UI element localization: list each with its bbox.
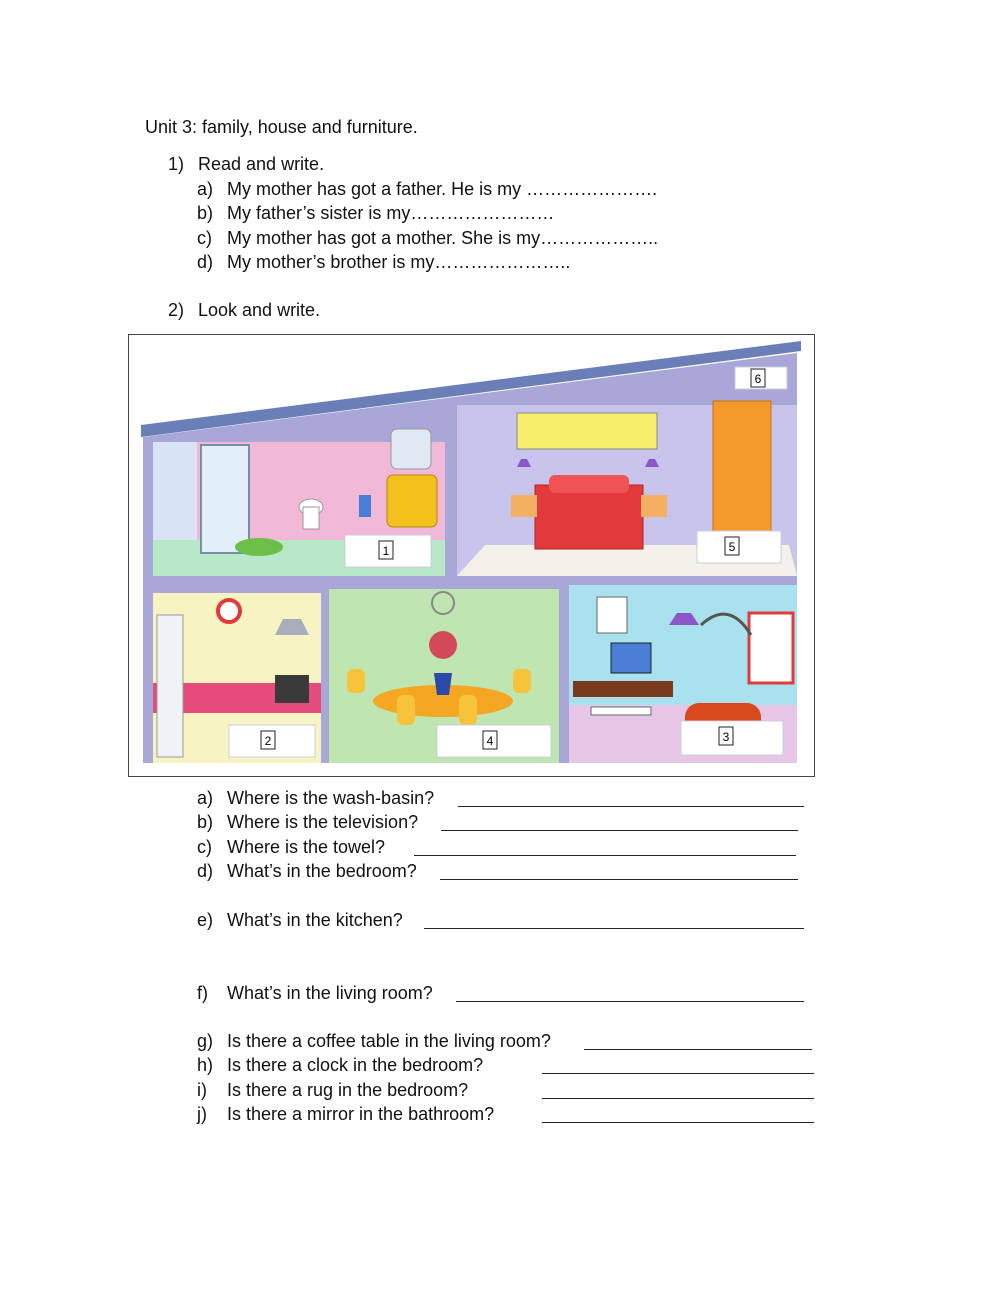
answer-b-field[interactable] [441,812,798,831]
shower-cabin-icon [201,445,249,553]
label-box-5 [697,531,781,563]
question-marker: h) [197,1055,214,1075]
bed-icon [535,485,643,549]
question-marker: d) [197,861,214,881]
wash-basin-cabinet-icon [387,475,437,527]
item-text: My mother has got a father. He is my …………………. [227,179,658,199]
coffee-table-icon [591,707,651,715]
label-box-3 [681,721,783,755]
clock-icon [218,600,240,622]
question-j [197,1104,494,1125]
question-marker: f) [197,983,208,1003]
section-1-heading [168,154,324,175]
answer-c-field[interactable] [414,837,796,856]
bath-mat-icon [235,538,283,556]
mirror-icon [391,429,431,469]
item-text: My mother has got a mother. She is my……………….. [227,228,659,248]
chair-icon [459,695,477,725]
label-2-text: 2 [264,734,272,748]
question-c [197,837,385,858]
section-1-heading-text: Read and write. [198,154,325,174]
oven-icon [275,675,309,703]
wardrobe-icon [713,401,771,533]
question-text: Is there a rug in the bedroom? [227,1080,469,1100]
bed-pillows [549,475,629,493]
question-text: What’s in the bedroom? [227,861,417,881]
answer-j-field[interactable] [542,1104,814,1123]
section-1-item-d [197,252,570,273]
house-picture [128,334,815,777]
towel-icon [359,495,371,517]
flowers-icon [429,631,457,659]
section-1-number: 1) [168,154,185,174]
label-6-text: 6 [754,372,762,386]
television-icon [611,643,651,673]
label-3-text: 3 [722,730,730,744]
label-box-1 [345,535,431,567]
section-1-item-b [197,203,554,224]
question-e [197,910,403,931]
worksheet-title: Unit 3: family, house and furniture. [145,117,418,137]
question-a [197,788,434,809]
section-1-item-c [197,228,658,249]
toilet-base [303,507,319,529]
question-i [197,1080,468,1101]
question-marker: e) [197,910,214,930]
question-marker: g) [197,1031,214,1051]
chair-icon [397,695,415,725]
section-2-number: 2) [168,300,185,320]
answer-e-field[interactable] [424,910,804,929]
question-g [197,1031,551,1052]
fridge-icon [157,615,183,757]
question-d [197,861,417,882]
question-text: Where is the television? [227,812,419,832]
label-box-4 [437,725,551,757]
question-text: What’s in the kitchen? [227,910,403,930]
item-marker: a) [197,179,214,199]
label-box-6 [735,367,787,389]
painting-icon [517,413,657,449]
label-5-text: 5 [728,540,736,554]
question-h [197,1055,483,1076]
question-text: Where is the wash-basin? [227,788,435,808]
item-text: My mother’s brother is my………………….. [227,252,571,272]
window-icon [597,597,627,633]
item-marker: b) [197,203,214,223]
vase-icon [434,673,452,695]
question-text: Where is the towel? [227,837,386,857]
label-1-text: 1 [382,544,390,558]
answer-i-field[interactable] [542,1080,814,1099]
item-text: My father’s sister is my…………………… [227,203,555,223]
question-marker: a) [197,788,214,808]
question-b [197,812,418,833]
chair-icon [513,669,531,693]
question-text: Is there a coffee table in the living room? [227,1031,551,1051]
question-text: What’s in the living room? [227,983,433,1003]
answer-a-field[interactable] [458,788,804,807]
answer-h-field[interactable] [542,1055,814,1074]
chair-icon [347,669,365,693]
nightstand-right-icon [641,495,667,517]
section-1-item-a [197,179,657,200]
item-marker: d) [197,252,214,272]
curtain-window-icon [749,613,793,683]
question-marker: i) [197,1080,207,1100]
question-marker: j) [197,1104,207,1124]
house-cutaway-illustration [129,335,814,776]
answer-g-field[interactable] [584,1031,812,1050]
item-marker: c) [197,228,212,248]
section-2-heading [168,300,320,321]
tv-stand-icon [573,681,673,697]
section-2-heading-text: Look and write. [198,300,321,320]
question-text: Is there a mirror in the bathroom? [227,1104,495,1124]
label-box-2 [229,725,315,757]
question-f [197,983,433,1004]
question-marker: c) [197,837,212,857]
label-4-text: 4 [486,734,494,748]
answer-d-field[interactable] [440,861,798,880]
answer-f-field[interactable] [456,983,804,1002]
question-text: Is there a clock in the bedroom? [227,1055,484,1075]
nightstand-left-icon [511,495,537,517]
question-marker: b) [197,812,214,832]
